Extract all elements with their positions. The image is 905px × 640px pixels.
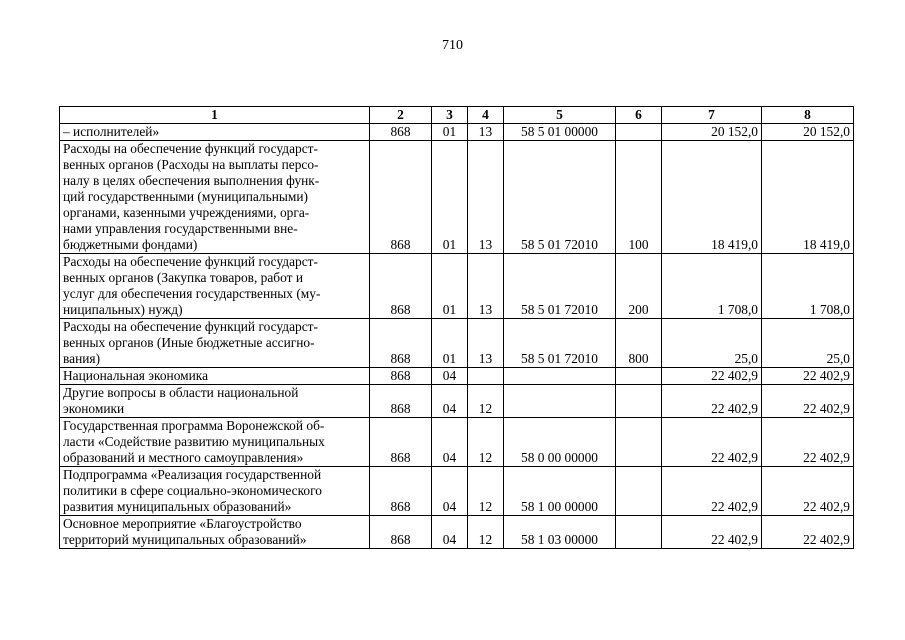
code-section: 04 [432,368,468,385]
code-target-article [504,385,616,418]
amount-col8: 1 708,0 [762,254,854,319]
code-ministry: 868 [370,368,432,385]
table-row [60,516,854,549]
amount-col7: 25,0 [662,319,762,368]
code-target-article: 58 5 01 72010 [504,319,616,368]
code-target-article: 58 0 00 00000 [504,418,616,467]
code-ministry: 868 [370,385,432,418]
header-row [60,107,854,124]
amount-col7: 22 402,9 [662,418,762,467]
table-row [60,141,854,254]
code-subsection [468,368,504,385]
table-row [60,385,854,418]
code-subsection: 12 [468,516,504,549]
code-subsection: 13 [468,124,504,141]
amount-col8: 22 402,9 [762,467,854,516]
code-expense-type [616,516,662,549]
row-description: Другие вопросы в области национальной экономики [60,385,370,418]
table-row [60,254,854,319]
row-description: – исполнителей» [60,124,370,141]
row-description: Расходы на обеспечение функций государст- венных органов (Иные бюджетные ассигно- вания) [60,319,370,368]
code-subsection: 13 [468,141,504,254]
code-ministry: 868 [370,516,432,549]
code-section: 01 [432,141,468,254]
code-expense-type [616,368,662,385]
code-expense-type: 100 [616,141,662,254]
column-header: 7 [662,107,762,124]
amount-col7: 22 402,9 [662,516,762,549]
code-expense-type [616,467,662,516]
code-target-article: 58 1 03 00000 [504,516,616,549]
row-description: Расходы на обеспечение функций государст- венных органов (Расходы на выплаты персо- налу в целях обеспечения выполнения функ- ций государственными (муниципальными) органами, казенными учреждениями, орга- нами управления государственными вне- бюджетными фондами) [60,141,370,254]
code-target-article: 58 5 01 72010 [504,141,616,254]
column-header: 8 [762,107,854,124]
row-description: Национальная экономика [60,368,370,385]
amount-col7: 22 402,9 [662,467,762,516]
code-expense-type: 800 [616,319,662,368]
code-section: 04 [432,418,468,467]
table-row [60,418,854,467]
code-subsection: 12 [468,418,504,467]
column-header: 2 [370,107,432,124]
amount-col8: 18 419,0 [762,141,854,254]
column-header: 6 [616,107,662,124]
code-section: 04 [432,516,468,549]
page-number: 710 [442,38,463,53]
code-expense-type: 200 [616,254,662,319]
column-header: 1 [60,107,370,124]
code-ministry: 868 [370,418,432,467]
code-subsection: 12 [468,385,504,418]
code-subsection: 13 [468,254,504,319]
amount-col7: 22 402,9 [662,385,762,418]
code-section: 01 [432,319,468,368]
code-ministry: 868 [370,319,432,368]
budget-table [59,106,854,549]
code-ministry: 868 [370,467,432,516]
code-section: 01 [432,124,468,141]
table-row [60,319,854,368]
row-description: Государственная программа Воронежской об- ласти «Содействие развитию муниципальных образований и местного самоуправления» [60,418,370,467]
code-target-article: 58 5 01 00000 [504,124,616,141]
code-target-article [504,368,616,385]
table-row [60,124,854,141]
code-ministry: 868 [370,254,432,319]
column-header: 3 [432,107,468,124]
amount-col7: 22 402,9 [662,368,762,385]
table-row [60,368,854,385]
code-section: 04 [432,385,468,418]
table-row [60,467,854,516]
code-expense-type [616,124,662,141]
code-ministry: 868 [370,141,432,254]
code-target-article: 58 5 01 72010 [504,254,616,319]
code-ministry: 868 [370,124,432,141]
amount-col8: 22 402,9 [762,516,854,549]
column-header: 4 [468,107,504,124]
row-description: Расходы на обеспечение функций государст- венных органов (Закупка товаров, работ и услуг для обеспечения государственных (му- ниципальных) нужд) [60,254,370,319]
code-expense-type [616,418,662,467]
row-description: Подпрограмма «Реализация государственной политики в сфере социально-экономического развития муниципальных образований» [60,467,370,516]
amount-col8: 22 402,9 [762,368,854,385]
amount-col8: 22 402,9 [762,385,854,418]
amount-col7: 18 419,0 [662,141,762,254]
column-header: 5 [504,107,616,124]
code-section: 04 [432,467,468,516]
amount-col7: 1 708,0 [662,254,762,319]
code-section: 01 [432,254,468,319]
code-target-article: 58 1 00 00000 [504,467,616,516]
amount-col8: 25,0 [762,319,854,368]
row-description: Основное мероприятие «Благоустройство территорий муниципальных образований» [60,516,370,549]
code-subsection: 13 [468,319,504,368]
amount-col8: 20 152,0 [762,124,854,141]
amount-col7: 20 152,0 [662,124,762,141]
code-subsection: 12 [468,467,504,516]
code-expense-type [616,385,662,418]
amount-col8: 22 402,9 [762,418,854,467]
